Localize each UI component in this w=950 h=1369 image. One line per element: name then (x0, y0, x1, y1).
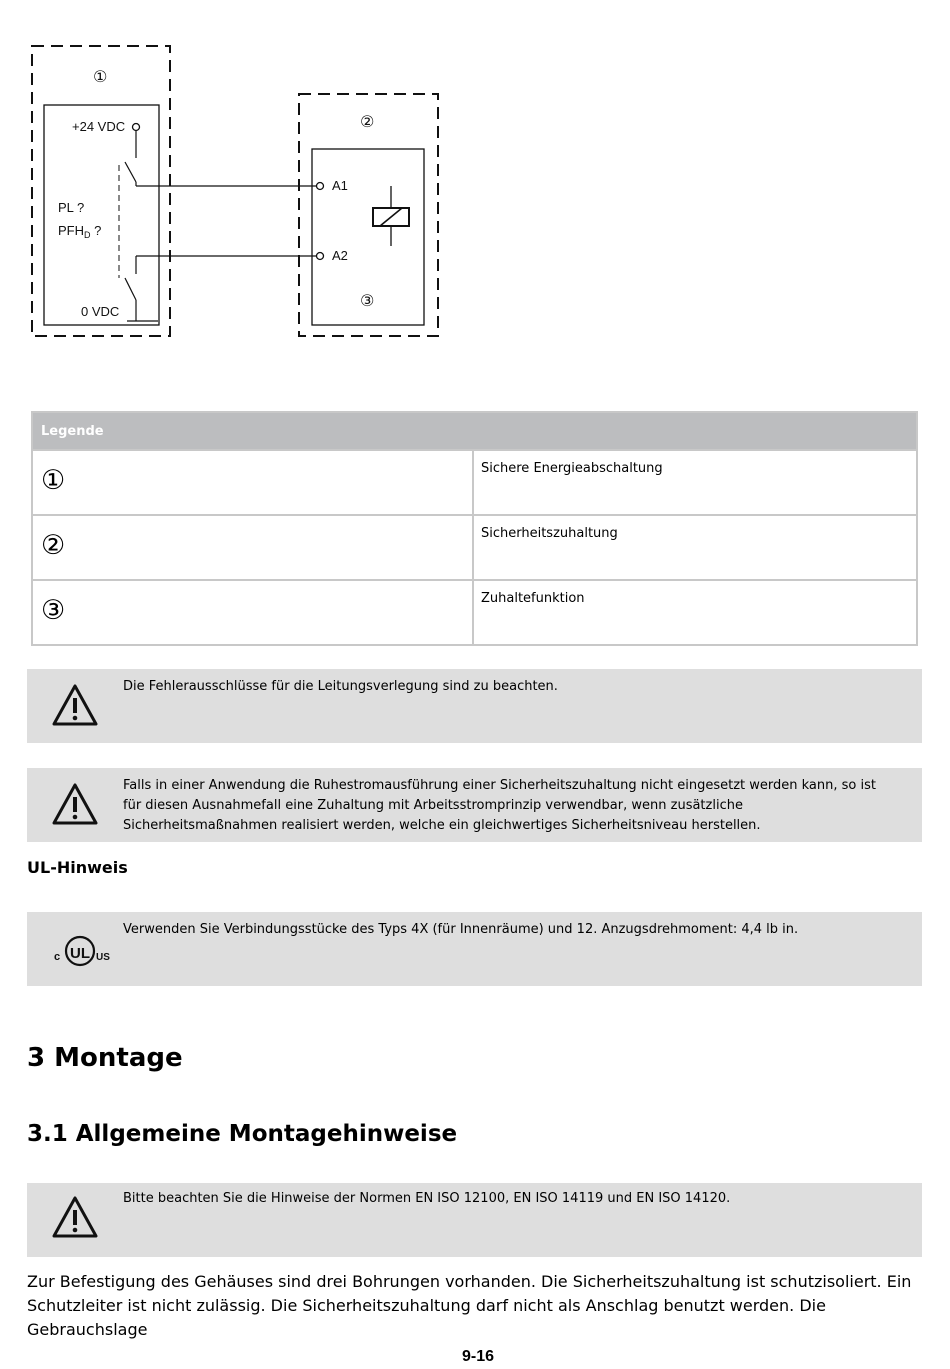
notice-text: Verwenden Sie Verbindungsstücke des Typs 4X (für Innenräume) und 12. Anzugsdrehmoment: 4,4 lb in. (123, 922, 799, 937)
warning-notice-standards (27, 1183, 922, 1257)
box1-number: ① (93, 67, 108, 86)
box2-number: ② (360, 112, 375, 131)
pfh-question: ? (90, 223, 102, 238)
ul-heading: UL-Hinweis (27, 858, 128, 877)
warning-notice-operating-current (27, 768, 922, 842)
warning-icon (51, 782, 99, 826)
legend-header: Legende (33, 413, 916, 449)
0vdc-label: 0 VDC (81, 304, 120, 319)
pfh-subscript: D (84, 230, 91, 240)
subsection-heading-general-mounting: 3.1 Allgemeine Montagehinweise (27, 1121, 458, 1147)
24vdc-label: +24 VDC (72, 119, 126, 134)
ul-listed-icon (53, 934, 111, 968)
upper-switch-contact (125, 162, 136, 182)
controller-inner-box (44, 105, 159, 325)
wiring-diagram (20, 38, 450, 348)
pfh-label (58, 223, 101, 240)
warning-icon (51, 683, 99, 727)
ul-logo-us: US (96, 952, 110, 963)
warning-icon (51, 1195, 99, 1239)
notice-text: Die Fehlerausschlüsse für die Leitungsverlegung sind zu beachten. (123, 679, 558, 694)
section-heading-montage: 3 Montage (27, 1043, 183, 1073)
warning-notice-cable-routing (27, 669, 922, 743)
pl-label: PL ? (58, 200, 85, 215)
ul-logo-c: c (54, 951, 61, 963)
legend-row-text: Zuhaltefunktion (481, 591, 585, 606)
a2-label: A2 (332, 248, 348, 263)
lower-switch-contact (125, 278, 136, 300)
legend-row (33, 514, 916, 579)
body-paragraph: Zur Befestigung des Gehäuses sind drei Bohrungen vorhanden. Die Sicherheitszuhaltung ist schutzisoliert. Ein Schutzleiter ist nicht zulässig. Die Sicherheitszuhaltung darf nicht als Anschlag benutzt werden. Die Gebrauchslage (27, 1272, 912, 1339)
a1-label: A1 (332, 178, 348, 193)
legend-table (31, 411, 918, 646)
page-number: 9-16 (461, 1348, 495, 1365)
legend-row-number: ① (33, 451, 474, 514)
legend-row-number: ② (33, 516, 474, 579)
pfh-main: PFH (58, 223, 84, 238)
legend-row-number: ③ (33, 581, 474, 644)
a1-terminal (317, 183, 324, 190)
legend-row (33, 579, 916, 644)
notice-text: Falls in einer Anwendung die Ruhestromausführung einer Sicherheitszuhaltung nicht eingesetzt werden kann, so ist für diesen Ausnahmefall eine Zuhaltung mit Arbeitsstromprinzip verwendbar, wenn zusätzliche Sicherheitsmaßnahmen realisiert werden, welche ein gleichwertiges Sicherheitsniveau herstellen. (123, 778, 876, 833)
legend-row-text: Sicherheitszuhaltung (481, 526, 618, 541)
ul-logo-ul: UL (70, 945, 90, 962)
legend-row (33, 449, 916, 514)
safe-energy-shutdown-box (32, 46, 170, 336)
notice-text: Bitte beachten Sie die Hinweise der Normen EN ISO 12100, EN ISO 14119 und EN ISO 14120. (123, 1191, 731, 1206)
legend-row-text: Sichere Energieabschaltung (481, 461, 663, 476)
box3-number: ③ (360, 291, 375, 310)
a2-terminal (317, 253, 324, 260)
ul-notice (27, 912, 922, 986)
24vdc-terminal (133, 124, 140, 131)
